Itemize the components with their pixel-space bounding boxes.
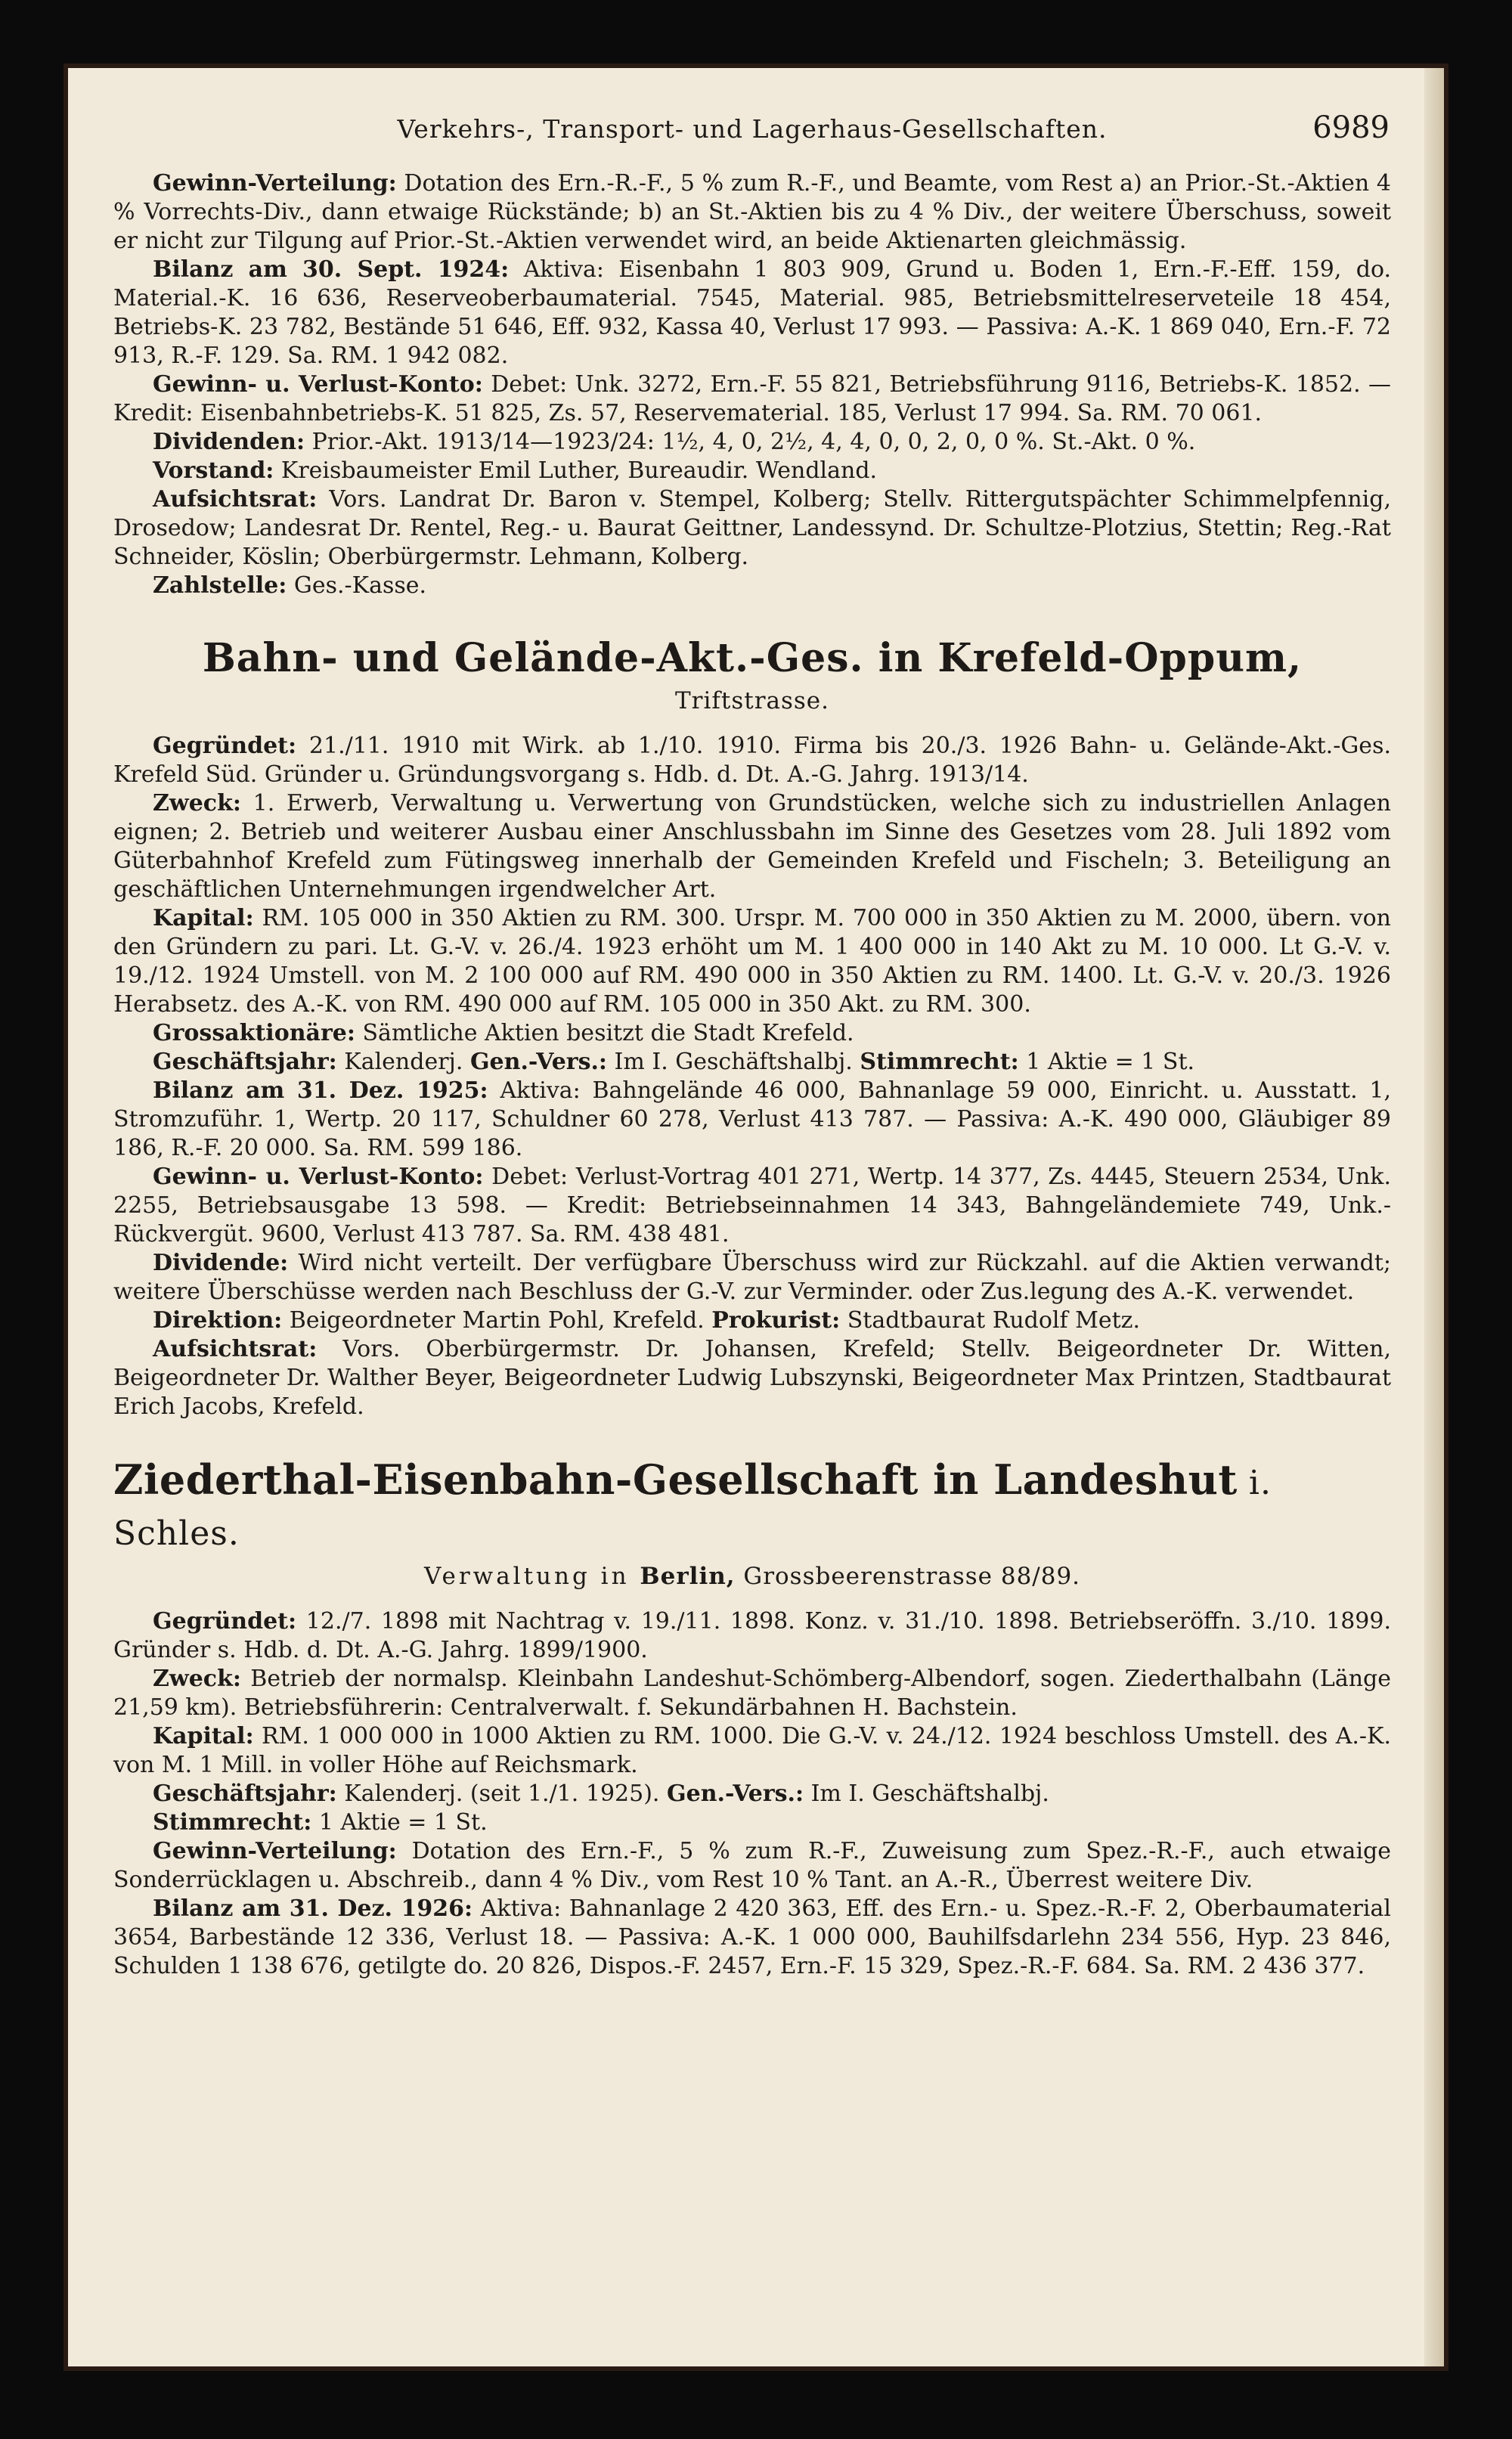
field-text: Kalenderj. <box>336 1049 470 1075</box>
entry-paragraph <box>113 1249 1391 1306</box>
entry-paragraph <box>113 457 1391 485</box>
field-label: Grossaktionäre: <box>153 1020 355 1046</box>
field-label: Dividende: <box>153 1250 289 1276</box>
field-label: Bilanz am 30. Sept. 1924: <box>153 256 510 283</box>
field-label: Aufsichtsrat: <box>153 486 318 513</box>
company-address: Triftstrasse. <box>674 687 830 714</box>
field-text: Ges.-Kasse. <box>287 572 427 599</box>
company-title-krefeld: Bahn- und Gelände-Akt.-Ges. in Krefeld-Oppum, <box>202 635 1303 681</box>
field-label: Gewinn- u. Verlust-Konto: <box>153 371 483 398</box>
field-text: Vors. Landrat Dr. Baron v. Stempel, Kolberg; Stellv. Rittergutspächter Schimmelpfennig, Drosedow; Landesrat Dr. Rentel, Reg.- u. Baurat Geittner, Landessynd. Dr. Schultze-Plotzius, Stettin; Reg.-Rat Schneider, Köslin; Oberbürgermstr. Lehmann, Kolberg. <box>113 486 1391 570</box>
field-label: Stimmrecht: <box>860 1049 1019 1075</box>
company-administration <box>113 1562 1391 1591</box>
entry-paragraph <box>113 256 1391 370</box>
field-label: Zahlstelle: <box>153 572 287 599</box>
company-entry-ziederthal <box>113 1607 1391 1981</box>
admin-city: Berlin, <box>640 1563 736 1590</box>
page-number: 6989 <box>1312 110 1390 145</box>
field-text: Kreisbaumeister Emil Luther, Bureaudir. Wendland. <box>274 457 878 484</box>
previous-company-entry <box>113 169 1391 600</box>
company-title-main: Ziederthal-Eisenbahn-Gesellschaft in Landeshut <box>113 1455 1238 1504</box>
entry-paragraph <box>113 1306 1391 1335</box>
field-text: Wird nicht verteilt. Der verfügbare Überschuss wird zur Rückzahl. auf die Aktien verwandt; weitere Überschüsse werden nach Beschluss der G.-V. zur Verminder. oder Zus.legung des A.-K. verwendet. <box>113 1250 1391 1305</box>
page-header <box>113 110 1391 159</box>
entry-paragraph <box>113 1808 1391 1837</box>
field-text: Sämtliche Aktien besitzt die Stadt Krefeld. <box>355 1020 854 1046</box>
field-text: Dotation des Ern.-R.-F., 5 % zum R.-F., und Beamte, vom Rest a) an Prior.-St.-Aktien 4 % Vorrechts-Div., dann etwaige Rückstände; b) an St.-Aktien bis zu 4 % Div., der weitere Überschuss, soweit er nicht zur Tilgung auf Prior.-St.-Aktien verwendet wird, an beide Aktienarten gleichmässig. <box>113 170 1391 254</box>
entry-paragraph <box>113 1780 1391 1808</box>
field-label: Gewinn-Verteilung: <box>153 1838 397 1864</box>
field-label: Geschäftsjahr: <box>153 1780 337 1807</box>
entry-paragraph <box>113 370 1391 428</box>
field-text: 12./7. 1898 mit Nachtrag v. 19./11. 1898. Konz. v. 31./10. 1898. Betriebseröffn. 3./10. 1899. Gründer s. Hdb. d. Dt. A.-G. Jahrg. 1899/1900. <box>113 1608 1391 1663</box>
field-text: 21./11. 1910 mit Wirk. ab 1./10. 1910. Firma bis 20./3. 1926 Bahn- u. Gelände-Akt.-Ges. Krefeld Süd. Gründer u. Gründungsvorgang s. Hdb. d. Dt. A.-G. Jahrg. 1913/14. <box>113 733 1391 788</box>
entry-paragraph <box>113 904 1391 1019</box>
page-content <box>113 110 1392 1984</box>
field-text: Vors. Oberbürgermstr. Dr. Johansen, Krefeld; Stellv. Beigeordneter Dr. Witten, Beigeordneter Dr. Walther Beyer, Beigeordneter Ludwig Lubszynski, Beigeordneter Max Printzen, Stadtbaurat Erich Jacobs, Krefeld. <box>113 1336 1391 1420</box>
field-text: RM. 105 000 in 350 Aktien zu RM. 300. Urspr. M. 700 000 in 350 Aktien zu M. 2000, übern. von den Gründern zu pari. Lt. G.-V. v. 26./4. 1923 erhöht um M. 1 400 000 in 140 Akt zu M. 10 000. Lt G.-V. v. 19./12. 1924 Umstell. von M. 2 100 000 auf RM. 490 000 in 350 Aktien zu RM. 1400. Lt. G.-V. v. 20./3. 1926 Herabsetz. des A.-K. von RM. 490 000 auf RM. 105 000 in 350 Akt. zu RM. 300. <box>113 905 1391 1018</box>
company-title-ziederthal <box>113 1456 1391 1557</box>
field-label: Geschäftsjahr: <box>153 1049 337 1075</box>
field-label: Gewinn- u. Verlust-Konto: <box>153 1164 484 1190</box>
field-text: Aktiva: Bahngelände 46 000, Bahnanlage 59 000, Einricht. u. Ausstatt. 1, Stromzuführ. 1, Wertp. 20 117, Schuldner 60 278, Verlust 413 787. — Passiva: A.-K. 490 000, Gläubiger 89 186, R.-F. 20 000. Sa. RM. 599 186. <box>113 1077 1391 1161</box>
field-label: Zweck: <box>153 790 241 817</box>
field-label: Bilanz am 31. Dez. 1925: <box>153 1077 488 1104</box>
field-text: Im I. Geschäftshalbj. <box>804 1780 1049 1807</box>
field-text: 1 Aktie = 1 St. <box>1018 1049 1195 1075</box>
field-text: Betrieb der normalsp. Kleinbahn Landeshut-Schömberg-Albendorf, sogen. Ziederthalbahn (Länge 21,59 km). Betriebsführerin: Centralverwalt. f. Sekundärbahnen H. Bachstein. <box>113 1666 1391 1721</box>
entry-paragraph <box>113 572 1391 600</box>
field-label: Zweck: <box>153 1666 241 1692</box>
company-title-suffix: i. Schles. <box>113 1464 1272 1553</box>
field-label: Dividenden: <box>153 429 305 455</box>
field-label: Vorstand: <box>153 457 274 484</box>
running-head: Verkehrs-, Transport- und Lagerhaus-Gesellschaften. <box>397 114 1108 144</box>
field-text: Kalenderj. (seit 1./1. 1925). <box>336 1780 667 1807</box>
field-label: Bilanz am 31. Dez. 1926: <box>153 1895 473 1922</box>
field-text: 1 Aktie = 1 St. <box>311 1809 488 1836</box>
entry-paragraph <box>113 1665 1391 1722</box>
field-label: Gegründet: <box>153 1608 297 1635</box>
company-entry-krefeld <box>113 732 1391 1421</box>
field-text: Im I. Geschäftshalbj. <box>607 1049 860 1075</box>
field-text: RM. 1 000 000 in 1000 Aktien zu RM. 1000. Die G.-V. v. 24./12. 1924 beschloss Umstell. des A.-K. von M. 1 Mill. in voller Höhe auf Reichsmark. <box>113 1723 1391 1778</box>
entry-paragraph <box>113 1163 1391 1249</box>
field-label: Kapital: <box>153 1723 254 1749</box>
entry-paragraph <box>113 485 1391 572</box>
entry-paragraph <box>113 1722 1391 1780</box>
field-text: Aktiva: Eisenbahn 1 803 909, Grund u. Boden 1, Ern.-F.-Eff. 159, do. Material.-K. 16 636, Reserveoberbaumaterial. 7545, Material. 985, Betriebsmittelreserveteile 18 454, Betriebs-K. 23 782, Bestände 51 646, Eff. 932, Kassa 40, Verlust 17 993. — Passiva: A.-K. 1 869 040, Ern.-F. 72 913, R.-F. 129. Sa. RM. 1 942 082. <box>113 256 1392 369</box>
field-label: Kapital: <box>153 905 254 931</box>
entry-paragraph <box>113 1019 1391 1048</box>
scanned-page <box>68 68 1444 2366</box>
entry-paragraph <box>113 1837 1391 1895</box>
field-label: Direktion: <box>153 1307 283 1334</box>
field-text: Prior.-Akt. 1913/14—1923/24: 1½, 4, 0, 2½, 4, 4, 0, 0, 2, 0, 0 %. St.-Akt. 0 %. <box>305 429 1196 455</box>
admin-street: Grossbeerenstrasse 88/89. <box>735 1563 1081 1590</box>
admin-prefix: Verwaltung in <box>423 1563 640 1590</box>
field-text: Dotation des Ern.-F., 5 % zum R.-F., Zuweisung zum Spez.-R.-F., auch etwaige Sonderrücklagen u. Abschreib., dann 4 % Div., vom Rest 10 % Tant. an A.-R., Überrest weitere Div. <box>113 1838 1391 1893</box>
entry-paragraph <box>113 1048 1391 1077</box>
field-text: Stadtbaurat Rudolf Metz. <box>840 1307 1141 1334</box>
field-label: Prokurist: <box>711 1307 841 1334</box>
field-text: Aktiva: Bahnanlage 2 420 363, Eff. des Ern.- u. Spez.-R.-F. 2, Oberbaumaterial 3654, Barbestände 12 336, Verlust 18. — Passiva: A.-K. 1 000 000, Bauhilfsdarlehn 234 556, Hyp. 23 846, Schulden 1 138 676, getilgte do. 20 826, Dispos.-F. 2457, Ern.-F. 15 329, Spez.-R.-F. 684. Sa. RM. 2 436 377. <box>113 1895 1391 1979</box>
entry-paragraph <box>113 1335 1391 1421</box>
entry-paragraph <box>113 1895 1391 1981</box>
field-text: Debet: Unk. 3272, Ern.-F. 55 821, Betriebsführung 9116, Betriebs-K. 1852. — Kredit: Eisenbahnbetriebs-K. 51 825, Zs. 57, Reservematerial. 185, Verlust 17 994. Sa. RM. 70 061. <box>113 371 1391 426</box>
field-label: Gen.-Vers.: <box>666 1780 804 1807</box>
field-text: 1. Erwerb, Verwaltung u. Verwertung von Grundstücken, welche sich zu industriellen Anlagen eignen; 2. Betrieb und weiterer Ausbau einer Anschlussbahn im Sinne des Gesetzes vom 28. Juli 1892 vom Güterbahnhof Krefeld zum Fütingsweg innerhalb der Gemeinden Krefeld und Fischeln; 3. Beteiligung an geschäftlichen Unternehmungen irgendwelcher Art. <box>113 790 1391 903</box>
field-label: Stimmrecht: <box>153 1809 312 1836</box>
entry-paragraph <box>113 732 1391 789</box>
entry-paragraph <box>113 789 1391 904</box>
field-text: Debet: Verlust-Vortrag 401 271, Wertp. 14 377, Zs. 4445, Steuern 2534, Unk. 2255, Betriebsausgabe 13 598. — Kredit: Betriebseinnahmen 14 343, Bahngeländemiete 749, Unk.-Rückvergüt. 9600, Verlust 413 787. Sa. RM. 438 481. <box>113 1164 1391 1247</box>
entry-paragraph <box>113 428 1391 457</box>
field-text: Beigeordneter Martin Pohl, Krefeld. <box>282 1307 712 1334</box>
field-label: Aufsichtsrat: <box>153 1336 318 1362</box>
page-edge <box>1424 68 1444 2366</box>
field-label: Gewinn-Verteilung: <box>153 170 397 197</box>
entry-paragraph <box>113 169 1391 256</box>
entry-paragraph <box>113 1077 1391 1163</box>
field-label: Gegründet: <box>153 733 297 759</box>
field-label: Gen.-Vers.: <box>469 1049 607 1075</box>
entry-paragraph <box>113 1607 1391 1665</box>
